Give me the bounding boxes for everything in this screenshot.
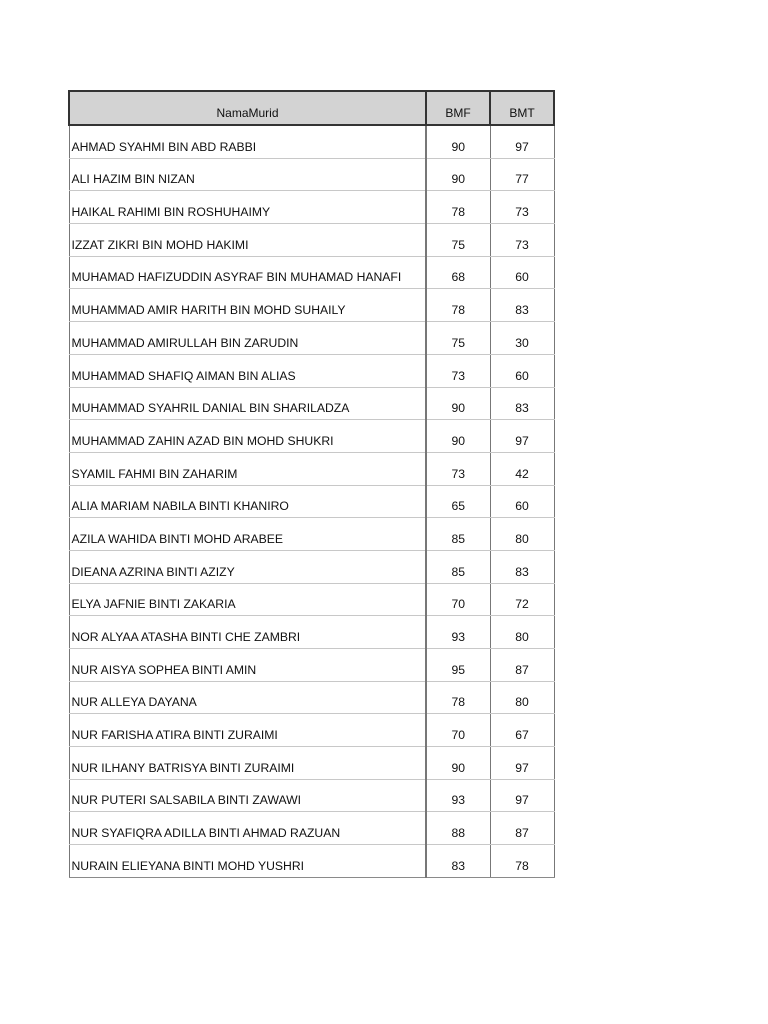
- bmf-score-cell: 90: [426, 747, 490, 780]
- student-name-cell: IZZAT ZIKRI BIN MOHD HAKIMI: [69, 224, 426, 257]
- table-row: [69, 452, 554, 485]
- student-name-cell: SYAMIL FAHMI BIN ZAHARIM: [69, 452, 426, 485]
- bmf-score-cell: 90: [426, 158, 490, 191]
- bmt-score-cell: 80: [490, 616, 554, 649]
- bmt-score-cell: 87: [490, 812, 554, 845]
- table-row: [69, 779, 554, 812]
- student-name-cell: ELYA JAFNIE BINTI ZAKARIA: [69, 583, 426, 616]
- table-row: [69, 550, 554, 583]
- bmt-score-cell: 73: [490, 191, 554, 224]
- bmf-score-cell: 70: [426, 583, 490, 616]
- bmf-score-cell: 65: [426, 485, 490, 518]
- student-name-cell: NUR AISYA SOPHEA BINTI AMIN: [69, 649, 426, 682]
- student-name-cell: DIEANA AZRINA BINTI AZIZY: [69, 550, 426, 583]
- student-score-sheet: [68, 90, 553, 878]
- student-name-cell: AZILA WAHIDA BINTI MOHD ARABEE: [69, 518, 426, 551]
- student-name-cell: MUHAMMAD ZAHIN AZAD BIN MOHD SHUKRI: [69, 420, 426, 453]
- student-name-cell: HAIKAL RAHIMI BIN ROSHUHAIMY: [69, 191, 426, 224]
- table-row: [69, 845, 554, 878]
- bmf-score-cell: 90: [426, 387, 490, 420]
- column-header-bmf: BMF: [426, 91, 490, 125]
- student-name-cell: MUHAMAD HAFIZUDDIN ASYRAF BIN MUHAMAD HANAFI: [69, 256, 426, 289]
- bmt-score-cell: 60: [490, 485, 554, 518]
- bmt-score-cell: 30: [490, 322, 554, 355]
- table-row: [69, 616, 554, 649]
- table-row: [69, 191, 554, 224]
- bmt-score-cell: 42: [490, 452, 554, 485]
- student-name-cell: NOR ALYAA ATASHA BINTI CHE ZAMBRI: [69, 616, 426, 649]
- column-header-name: NamaMurid: [69, 91, 426, 125]
- bmt-score-cell: 60: [490, 256, 554, 289]
- student-name-cell: NUR ALLEYA DAYANA: [69, 681, 426, 714]
- table-row: [69, 714, 554, 747]
- bmt-score-cell: 80: [490, 681, 554, 714]
- bmf-score-cell: 95: [426, 649, 490, 682]
- table-row: [69, 518, 554, 551]
- bmt-score-cell: 83: [490, 289, 554, 322]
- student-name-cell: MUHAMMAD AMIR HARITH BIN MOHD SUHAILY: [69, 289, 426, 322]
- table-row: [69, 485, 554, 518]
- bmf-score-cell: 78: [426, 681, 490, 714]
- table-row: [69, 420, 554, 453]
- bmf-score-cell: 75: [426, 224, 490, 257]
- column-header-bmt: BMT: [490, 91, 554, 125]
- bmf-score-cell: 90: [426, 420, 490, 453]
- table-row: [69, 125, 554, 158]
- student-score-table: [68, 90, 555, 878]
- bmf-score-cell: 83: [426, 845, 490, 878]
- bmt-score-cell: 67: [490, 714, 554, 747]
- table-row: [69, 747, 554, 780]
- table-row: [69, 681, 554, 714]
- bmf-score-cell: 78: [426, 289, 490, 322]
- bmt-score-cell: 83: [490, 387, 554, 420]
- table-row: [69, 224, 554, 257]
- bmt-score-cell: 72: [490, 583, 554, 616]
- table-row: [69, 158, 554, 191]
- table-body: [69, 125, 554, 877]
- bmf-score-cell: 73: [426, 354, 490, 387]
- bmt-score-cell: 87: [490, 649, 554, 682]
- bmt-score-cell: 77: [490, 158, 554, 191]
- bmt-score-cell: 97: [490, 747, 554, 780]
- table-row: [69, 583, 554, 616]
- student-name-cell: MUHAMMAD SYAHRIL DANIAL BIN SHARILADZA: [69, 387, 426, 420]
- bmf-score-cell: 73: [426, 452, 490, 485]
- table-header: [69, 91, 554, 125]
- header-row: [69, 91, 554, 125]
- bmf-score-cell: 93: [426, 779, 490, 812]
- student-name-cell: NUR FARISHA ATIRA BINTI ZURAIMI: [69, 714, 426, 747]
- bmt-score-cell: 97: [490, 420, 554, 453]
- student-name-cell: AHMAD SYAHMI BIN ABD RABBI: [69, 125, 426, 158]
- table-row: [69, 387, 554, 420]
- student-name-cell: MUHAMMAD SHAFIQ AIMAN BIN ALIAS: [69, 354, 426, 387]
- bmt-score-cell: 78: [490, 845, 554, 878]
- bmt-score-cell: 83: [490, 550, 554, 583]
- student-name-cell: NURAIN ELIEYANA BINTI MOHD YUSHRI: [69, 845, 426, 878]
- bmf-score-cell: 75: [426, 322, 490, 355]
- student-name-cell: NUR SYAFIQRA ADILLA BINTI AHMAD RAZUAN: [69, 812, 426, 845]
- bmf-score-cell: 85: [426, 518, 490, 551]
- student-name-cell: NUR ILHANY BATRISYA BINTI ZURAIMI: [69, 747, 426, 780]
- bmt-score-cell: 80: [490, 518, 554, 551]
- bmf-score-cell: 68: [426, 256, 490, 289]
- table-row: [69, 354, 554, 387]
- bmf-score-cell: 70: [426, 714, 490, 747]
- student-name-cell: MUHAMMAD AMIRULLAH BIN ZARUDIN: [69, 322, 426, 355]
- bmf-score-cell: 90: [426, 125, 490, 158]
- bmf-score-cell: 88: [426, 812, 490, 845]
- table-row: [69, 256, 554, 289]
- table-row: [69, 649, 554, 682]
- student-name-cell: ALI HAZIM BIN NIZAN: [69, 158, 426, 191]
- table-row: [69, 812, 554, 845]
- bmt-score-cell: 97: [490, 779, 554, 812]
- bmf-score-cell: 85: [426, 550, 490, 583]
- bmt-score-cell: 73: [490, 224, 554, 257]
- bmt-score-cell: 97: [490, 125, 554, 158]
- bmf-score-cell: 93: [426, 616, 490, 649]
- table-row: [69, 289, 554, 322]
- student-name-cell: NUR PUTERI SALSABILA BINTI ZAWAWI: [69, 779, 426, 812]
- student-name-cell: ALIA MARIAM NABILA BINTI KHANIRO: [69, 485, 426, 518]
- table-row: [69, 322, 554, 355]
- bmt-score-cell: 60: [490, 354, 554, 387]
- bmf-score-cell: 78: [426, 191, 490, 224]
